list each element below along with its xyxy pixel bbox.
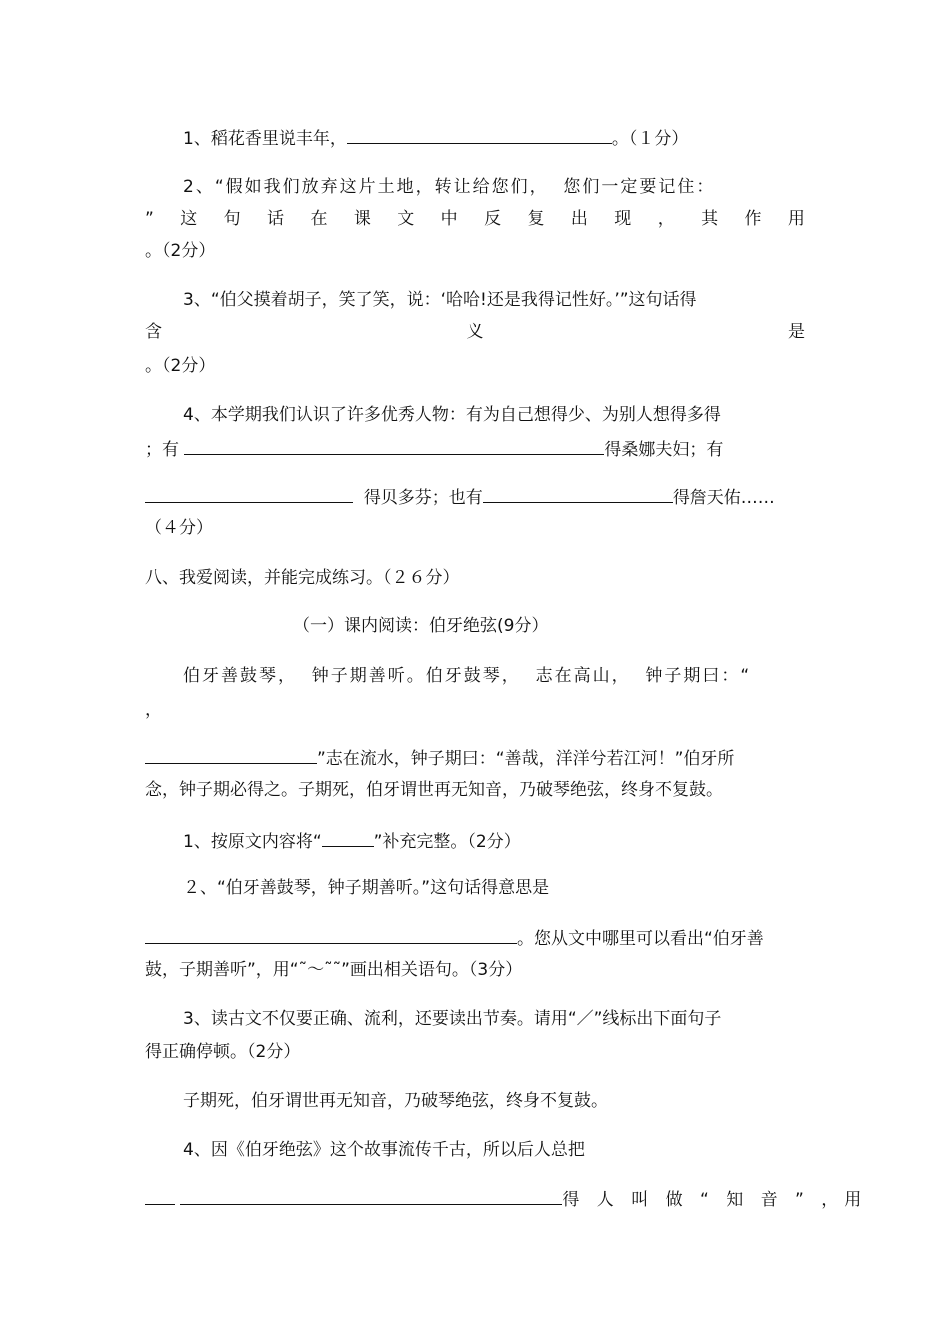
reading-question-3-line-2: 得正确停顿。（2分） — [145, 1042, 301, 1062]
justified-char: 文 — [397, 209, 415, 229]
justified-char: 是 — [788, 322, 805, 342]
passage-line-1: 伯牙善鼓琴， 钟子期善听。伯牙鼓琴， 志在高山， 钟子期曰：“ — [183, 666, 752, 686]
justified-char: 义 — [466, 322, 484, 342]
question-3-line-1: 3、“伯父摸着胡子，笑了笑，说：‘哈哈!还是我得记性好。’”这句话得 — [183, 290, 697, 310]
answer-blank[interactable] — [145, 484, 353, 503]
justified-char: 出 — [570, 209, 588, 229]
answer-blank[interactable] — [145, 925, 517, 944]
justified-char: 用 — [787, 209, 805, 229]
answer-blank[interactable] — [322, 828, 374, 847]
answer-blank[interactable] — [145, 745, 317, 764]
passage-line-3: ”志在流水，钟子期曰：“善哉，洋洋兮若江河！”伯牙所 — [145, 745, 805, 771]
section-8-title: 八、我爱阅读，并能完成练习。（２６分） — [145, 568, 460, 588]
answer-blank[interactable] — [347, 125, 612, 144]
question-3-line-2 — [145, 320, 805, 344]
reading-question-2-line-2: 。您从文中哪里可以看出“伯牙善 — [145, 925, 805, 951]
question-2-line-1: 2、“假如我们放弃这片土地，转让给您们， 您们一定要记住： — [183, 177, 716, 197]
justified-char: ” — [145, 209, 154, 229]
justified-char: 复 — [527, 209, 545, 229]
justified-char: 在 — [310, 209, 328, 229]
question-2-line-3: 。（2分） — [145, 241, 216, 261]
answer-blank[interactable] — [184, 436, 604, 455]
question-4-line-4: （４分） — [145, 518, 213, 538]
reading-question-2-line-1: ２、“伯牙善鼓琴，钟子期善听。”这句话得意思是 — [183, 878, 550, 898]
justified-char: ， — [657, 209, 675, 229]
justified-char: 现 — [614, 209, 632, 229]
section-subtitle: （一）课内阅读：伯牙绝弦(9分） — [293, 616, 549, 636]
passage-line-2: ， — [145, 700, 162, 720]
justified-char: 话 — [267, 209, 285, 229]
reading-question-3-sentence: 子期死，伯牙谓世再无知音，乃破琴绝弦，终身不复鼓。 — [183, 1091, 608, 1111]
question-2-line-2 — [145, 207, 805, 231]
question-3-line-3: 。（2分） — [145, 356, 216, 376]
reading-question-4-line-1: 4、因《伯牙绝弦》这个故事流传千古，所以后人总把 — [183, 1140, 585, 1160]
question-4-line-1: 4、本学期我们认识了许多优秀人物：有为自己想得少、为别人想得多得 — [183, 405, 721, 425]
question-1: 1、稻花香里说丰年， 。（１分） — [183, 125, 805, 151]
justified-char: 反 — [484, 209, 502, 229]
reading-question-3-line-1: 3、读古文不仅要正确、流利，还要读出节奏。请用“／”线标出下面句子 — [183, 1009, 722, 1029]
reading-question-4-line-2: 得 人 叫 做 “ 知 音 ” ，用 — [145, 1186, 805, 1212]
justified-char: 这 — [180, 209, 198, 229]
reading-question-2-line-3: 鼓，子期善听”，用“˜～˜˜”画出相关语句。（3分） — [145, 960, 523, 980]
justified-char: 作 — [744, 209, 762, 229]
answer-blank[interactable] — [180, 1186, 562, 1205]
question-4-line-2: ；有 得桑娜夫妇；有 — [145, 436, 805, 462]
answer-blank[interactable] — [145, 1186, 175, 1205]
passage-line-4: 念，钟子期必得之。子期死，伯牙谓世再无知音，乃破琴绝弦，终身不复鼓。 — [145, 780, 723, 800]
justified-char: 句 — [223, 209, 241, 229]
justified-char: 课 — [353, 209, 371, 229]
question-4-line-3: 得贝多芬；也有 得詹天佑…… — [145, 484, 805, 510]
reading-question-1: 1、按原文内容将“ ”补充完整。（2分） — [183, 828, 805, 854]
justified-char: 其 — [701, 209, 719, 229]
justified-char: 含 — [145, 322, 162, 342]
justified-char: 中 — [440, 209, 458, 229]
answer-blank[interactable] — [483, 484, 673, 503]
